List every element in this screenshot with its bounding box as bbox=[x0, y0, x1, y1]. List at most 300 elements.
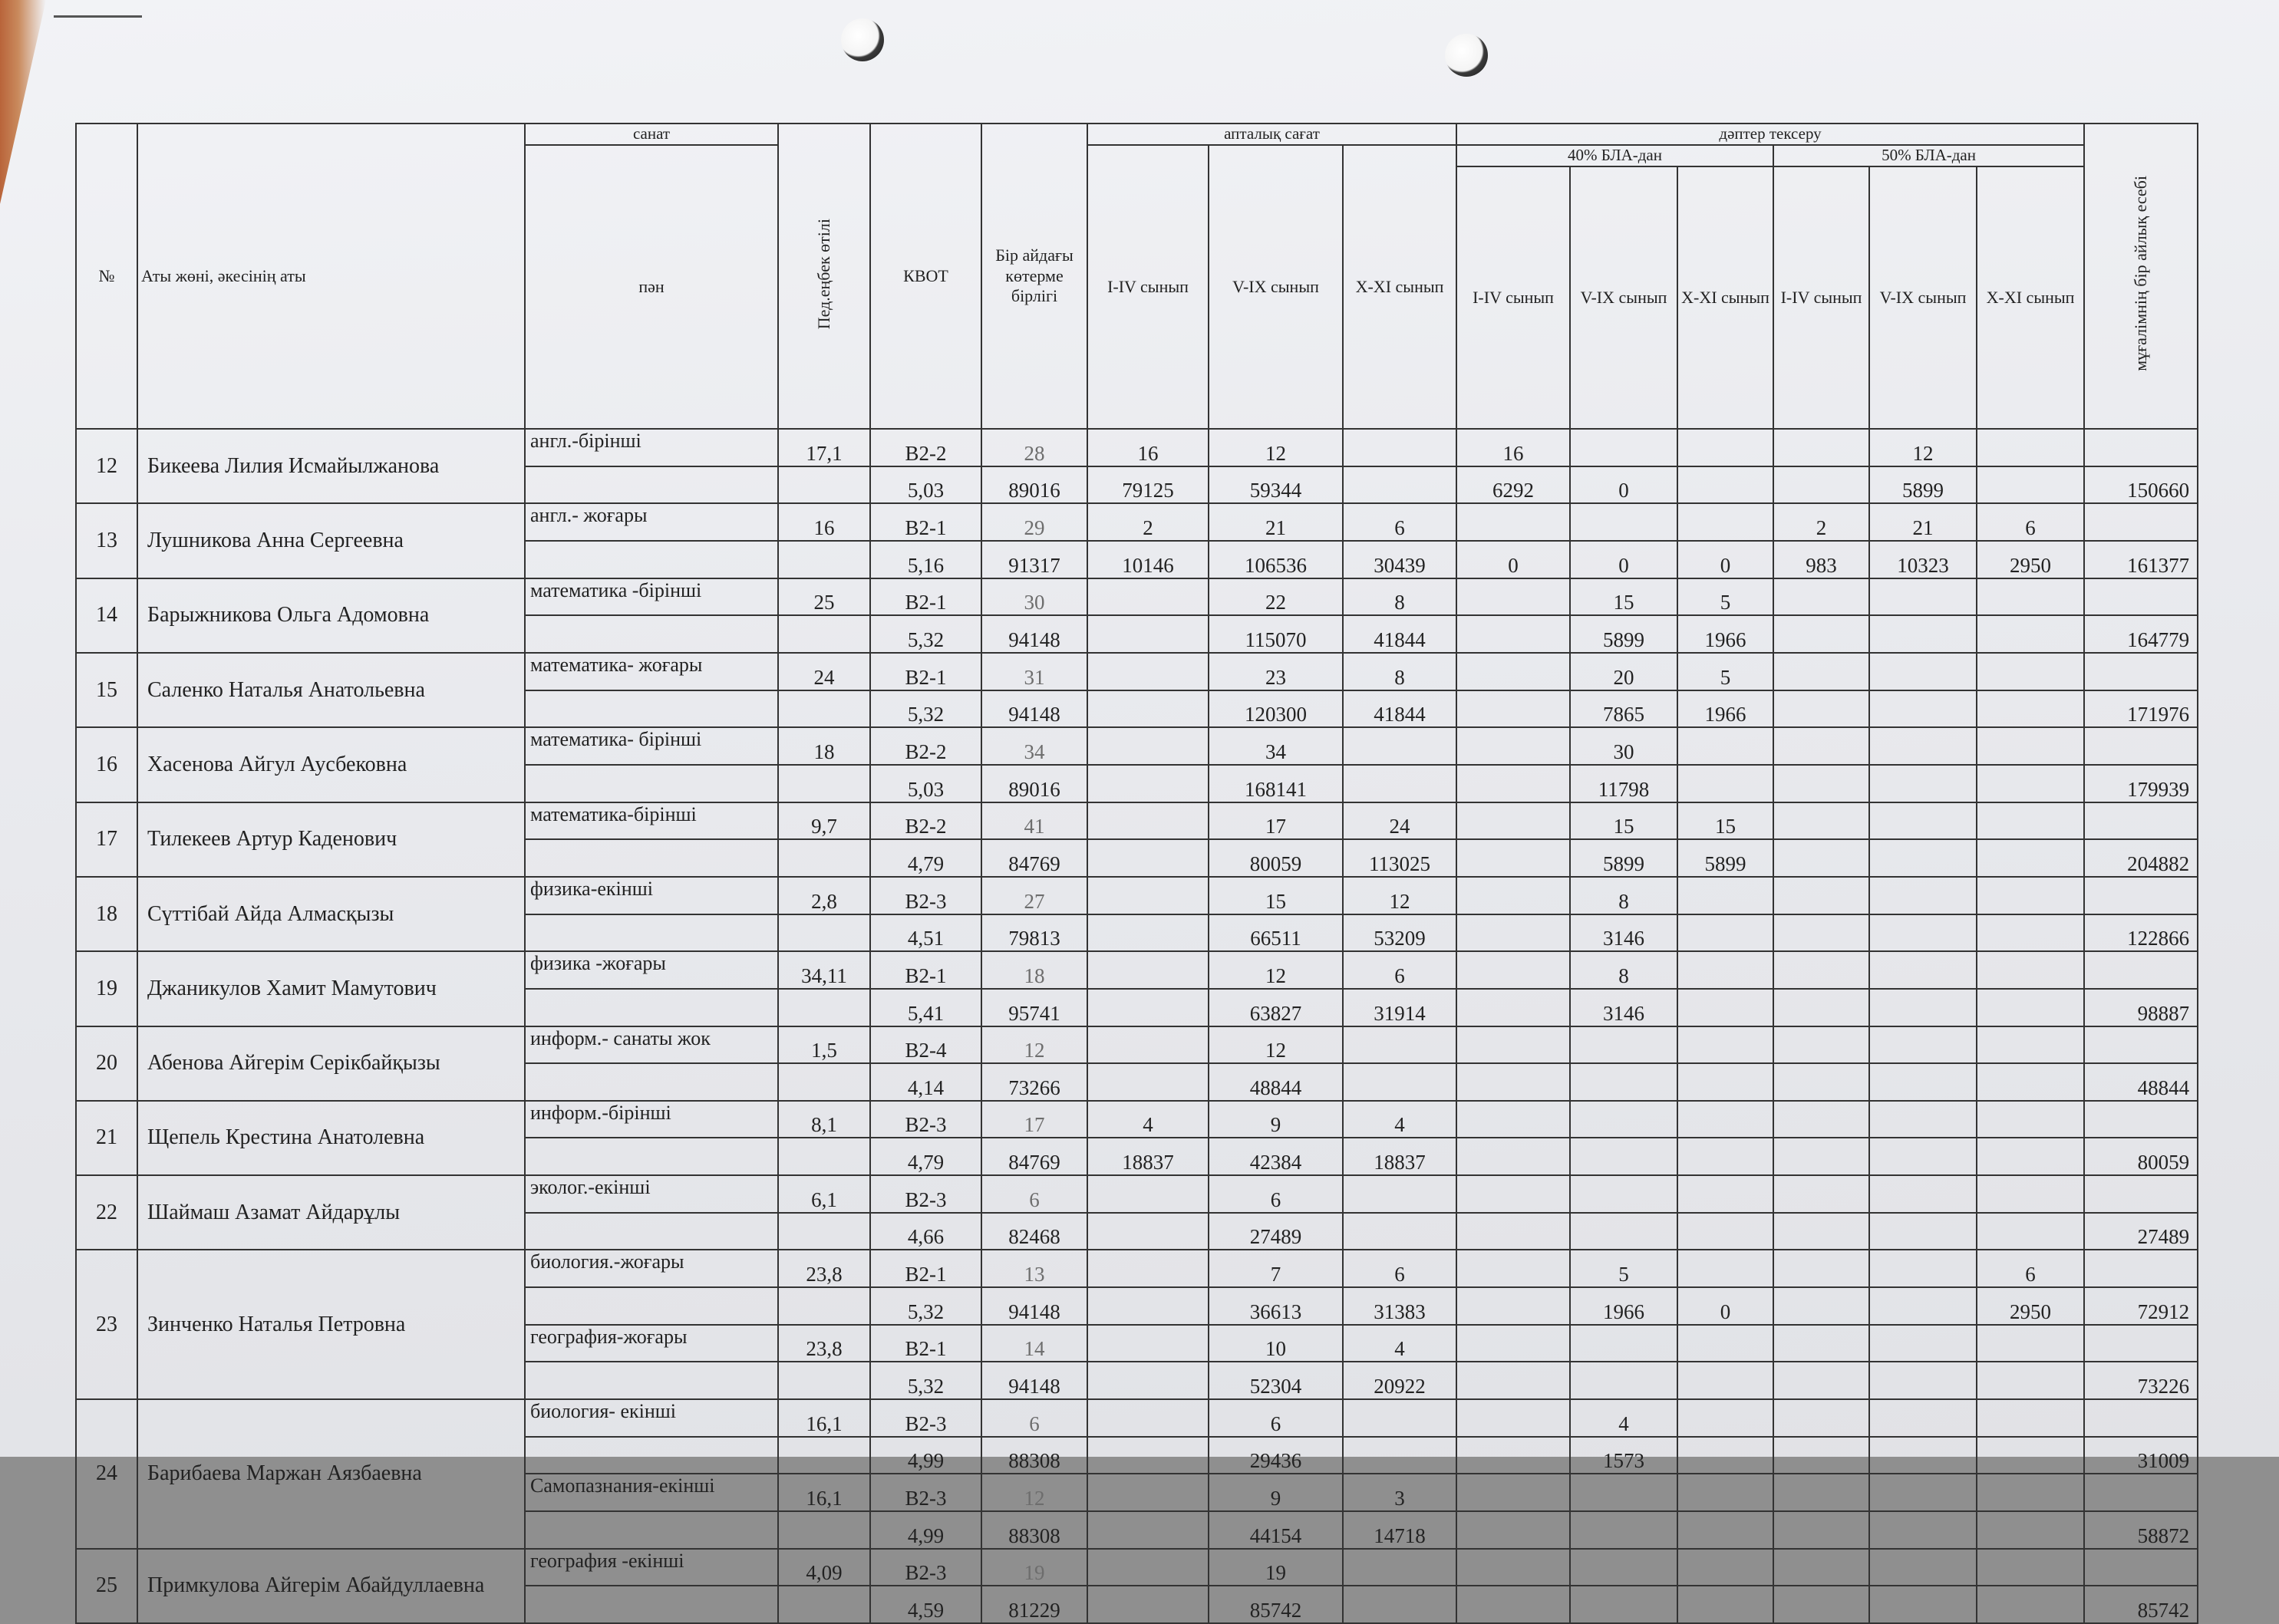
cell-ped: 34,11 bbox=[778, 951, 870, 989]
cell-unit: 94148 bbox=[981, 615, 1087, 653]
cell-a1 bbox=[1456, 690, 1570, 728]
row-number: 23 bbox=[76, 1250, 137, 1399]
table-row bbox=[76, 578, 2198, 616]
cell-total bbox=[2084, 1175, 2198, 1213]
cell-b1 bbox=[1773, 466, 1869, 504]
cell-a2: 4 bbox=[1570, 1399, 1677, 1437]
cell-w1 bbox=[1087, 877, 1209, 914]
cell-a1 bbox=[1456, 989, 1570, 1026]
cell-b3: 2950 bbox=[1977, 1287, 2084, 1325]
cell-kvot: 5,32 bbox=[870, 690, 981, 728]
table-row bbox=[76, 429, 2198, 466]
cell-b1 bbox=[1773, 1213, 1869, 1250]
cell-a1: 0 bbox=[1456, 541, 1570, 578]
cell-w3 bbox=[1343, 466, 1456, 504]
cell-a1 bbox=[1456, 951, 1570, 989]
cell-b3 bbox=[1977, 1586, 2084, 1623]
header-kvot: КВОТ bbox=[870, 124, 981, 429]
header-num: № bbox=[76, 124, 137, 429]
cell-a2: 5899 bbox=[1570, 615, 1677, 653]
cell-ped: 25 bbox=[778, 578, 870, 616]
subject-cell: физика -жоғары bbox=[525, 951, 778, 989]
header-c40-1: I-IV сынып bbox=[1456, 166, 1570, 429]
cell-b2: 21 bbox=[1869, 503, 1977, 541]
subject-cell bbox=[525, 1511, 778, 1549]
cell-b1 bbox=[1773, 1549, 1869, 1586]
cell-a1 bbox=[1456, 578, 1570, 616]
cell-b2 bbox=[1869, 765, 1977, 802]
cell-w1 bbox=[1087, 1063, 1209, 1101]
cell-w2: 21 bbox=[1209, 503, 1343, 541]
cell-total: 179939 bbox=[2084, 765, 2198, 802]
cell-b2 bbox=[1869, 1437, 1977, 1474]
cell-a1 bbox=[1456, 1549, 1570, 1586]
cell-kvot: B2-1 bbox=[870, 1325, 981, 1362]
cell-total bbox=[2084, 877, 2198, 914]
header-p50: 50% БЛА-дан bbox=[1773, 145, 2084, 166]
teacher-name: Зинченко Наталья Петровна bbox=[137, 1250, 525, 1399]
cell-w2: 29436 bbox=[1209, 1437, 1343, 1474]
cell-b1 bbox=[1773, 1474, 1869, 1511]
row-number: 24 bbox=[76, 1399, 137, 1549]
cell-a3 bbox=[1677, 1026, 1773, 1064]
cell-ped: 1,5 bbox=[778, 1026, 870, 1064]
cell-total bbox=[2084, 429, 2198, 466]
cell-kvot: B2-2 bbox=[870, 727, 981, 765]
cell-b3 bbox=[1977, 1362, 2084, 1399]
cell-a2: 8 bbox=[1570, 951, 1677, 989]
cell-a2 bbox=[1570, 1549, 1677, 1586]
cell-w1 bbox=[1087, 1474, 1209, 1511]
cell-unit: 29 bbox=[981, 503, 1087, 541]
cell-unit: 41 bbox=[981, 802, 1087, 840]
cell-w3 bbox=[1343, 1175, 1456, 1213]
table-row bbox=[76, 503, 2198, 541]
cell-a3 bbox=[1677, 1586, 1773, 1623]
cell-w3: 53209 bbox=[1343, 914, 1456, 952]
cell-ped bbox=[778, 690, 870, 728]
cell-b2 bbox=[1869, 1287, 1977, 1325]
cell-a2: 1573 bbox=[1570, 1437, 1677, 1474]
cell-a2: 0 bbox=[1570, 541, 1677, 578]
cell-w2: 120300 bbox=[1209, 690, 1343, 728]
cell-w1 bbox=[1087, 1362, 1209, 1399]
header-c50-2: V-IX сынып bbox=[1869, 166, 1977, 429]
cell-kvot: 4,99 bbox=[870, 1437, 981, 1474]
cell-ped bbox=[778, 1362, 870, 1399]
cell-b3 bbox=[1977, 1063, 2084, 1101]
cell-unit: 82468 bbox=[981, 1213, 1087, 1250]
cell-w1 bbox=[1087, 1250, 1209, 1287]
cell-kvot: B2-3 bbox=[870, 1175, 981, 1213]
row-number: 13 bbox=[76, 503, 137, 578]
cell-w2: 7 bbox=[1209, 1250, 1343, 1287]
cell-a2 bbox=[1570, 1362, 1677, 1399]
cell-total bbox=[2084, 1549, 2198, 1586]
cell-a3: 0 bbox=[1677, 1287, 1773, 1325]
cell-a1 bbox=[1456, 1325, 1570, 1362]
cell-b3 bbox=[1977, 1026, 2084, 1064]
cell-b2 bbox=[1869, 690, 1977, 728]
row-number: 20 bbox=[76, 1026, 137, 1101]
cell-ped bbox=[778, 989, 870, 1026]
cell-kvot: B2-3 bbox=[870, 877, 981, 914]
cell-b2 bbox=[1869, 1586, 1977, 1623]
header-unit: Бір айдағы көтерме бірлігі bbox=[981, 124, 1087, 429]
cell-w2: 9 bbox=[1209, 1101, 1343, 1138]
cell-a1 bbox=[1456, 877, 1570, 914]
subject-cell: география -екінші bbox=[525, 1549, 778, 1586]
cell-kvot: 5,16 bbox=[870, 541, 981, 578]
cell-ped: 18 bbox=[778, 727, 870, 765]
teacher-name: Джаникулов Хамит Мамутович bbox=[137, 951, 525, 1026]
cell-b1 bbox=[1773, 802, 1869, 840]
cell-total bbox=[2084, 1399, 2198, 1437]
cell-b2 bbox=[1869, 1175, 1977, 1213]
cell-ped: 23,8 bbox=[778, 1250, 870, 1287]
cell-w3: 4 bbox=[1343, 1325, 1456, 1362]
header-ped: Пед.еңбек өтілі bbox=[778, 124, 870, 429]
teacher-name: Бикеева Лилия Исмайылжанова bbox=[137, 429, 525, 503]
cell-w2: 9 bbox=[1209, 1474, 1343, 1511]
cell-kvot: 5,32 bbox=[870, 615, 981, 653]
cell-b3 bbox=[1977, 951, 2084, 989]
punch-hole bbox=[841, 18, 884, 61]
cell-kvot: 4,79 bbox=[870, 1138, 981, 1175]
cell-a2: 30 bbox=[1570, 727, 1677, 765]
cell-b3: 6 bbox=[1977, 503, 2084, 541]
cell-w1 bbox=[1087, 1325, 1209, 1362]
cell-ped bbox=[778, 1138, 870, 1175]
cell-unit: 30 bbox=[981, 578, 1087, 616]
table-row bbox=[76, 1101, 2198, 1138]
cell-w3: 3 bbox=[1343, 1474, 1456, 1511]
cell-a3: 5899 bbox=[1677, 839, 1773, 877]
subject-cell bbox=[525, 914, 778, 952]
cell-b2 bbox=[1869, 951, 1977, 989]
cell-w2: 106536 bbox=[1209, 541, 1343, 578]
cell-w3: 41844 bbox=[1343, 615, 1456, 653]
cell-total: 171976 bbox=[2084, 690, 2198, 728]
cell-a2 bbox=[1570, 1511, 1677, 1549]
cell-unit: 19 bbox=[981, 1549, 1087, 1586]
cell-total: 72912 bbox=[2084, 1287, 2198, 1325]
table-row bbox=[76, 802, 2198, 840]
cell-unit: 31 bbox=[981, 653, 1087, 690]
cell-b3 bbox=[1977, 1474, 2084, 1511]
cell-a1 bbox=[1456, 1287, 1570, 1325]
subject-cell bbox=[525, 1213, 778, 1250]
cell-kvot: 4,59 bbox=[870, 1586, 981, 1623]
cell-w3 bbox=[1343, 1437, 1456, 1474]
cell-kvot: 4,79 bbox=[870, 839, 981, 877]
cell-b1 bbox=[1773, 429, 1869, 466]
cell-total: 85742 bbox=[2084, 1586, 2198, 1623]
cell-a3 bbox=[1677, 503, 1773, 541]
cell-w1: 10146 bbox=[1087, 541, 1209, 578]
row-number: 16 bbox=[76, 727, 137, 802]
cell-b2 bbox=[1869, 1250, 1977, 1287]
cell-total bbox=[2084, 578, 2198, 616]
cell-kvot: 4,14 bbox=[870, 1063, 981, 1101]
cell-w2: 115070 bbox=[1209, 615, 1343, 653]
header-w3: X-XI сынып bbox=[1343, 145, 1456, 429]
cell-total bbox=[2084, 1026, 2198, 1064]
cell-w2: 44154 bbox=[1209, 1511, 1343, 1549]
cell-w2: 12 bbox=[1209, 951, 1343, 989]
cell-total bbox=[2084, 1325, 2198, 1362]
cell-a2: 7865 bbox=[1570, 690, 1677, 728]
cell-a2 bbox=[1570, 1026, 1677, 1064]
cell-a3 bbox=[1677, 1063, 1773, 1101]
cell-ped bbox=[778, 839, 870, 877]
table-row bbox=[76, 951, 2198, 989]
cell-a3 bbox=[1677, 765, 1773, 802]
cell-w3: 113025 bbox=[1343, 839, 1456, 877]
cell-a2 bbox=[1570, 1138, 1677, 1175]
cell-unit: 88308 bbox=[981, 1511, 1087, 1549]
cell-a2: 15 bbox=[1570, 578, 1677, 616]
cell-w2: 63827 bbox=[1209, 989, 1343, 1026]
cell-b3 bbox=[1977, 1399, 2084, 1437]
cell-b3 bbox=[1977, 615, 2084, 653]
cell-kvot: B2-3 bbox=[870, 1549, 981, 1586]
header-name: Аты жөні, әкесінің аты bbox=[137, 124, 525, 429]
cell-ped: 6,1 bbox=[778, 1175, 870, 1213]
cell-w1: 4 bbox=[1087, 1101, 1209, 1138]
cell-a2: 3146 bbox=[1570, 989, 1677, 1026]
cell-b2 bbox=[1869, 802, 1977, 840]
subject-cell bbox=[525, 1437, 778, 1474]
cell-w3: 6 bbox=[1343, 951, 1456, 989]
cell-w2: 42384 bbox=[1209, 1138, 1343, 1175]
cell-total: 98887 bbox=[2084, 989, 2198, 1026]
cell-a1 bbox=[1456, 1399, 1570, 1437]
cell-unit: 94148 bbox=[981, 1362, 1087, 1399]
cell-w1 bbox=[1087, 765, 1209, 802]
header-c50-1: I-IV сынып bbox=[1773, 166, 1869, 429]
cell-w1 bbox=[1087, 802, 1209, 840]
cell-w2: 22 bbox=[1209, 578, 1343, 616]
table-row bbox=[76, 727, 2198, 765]
cell-w3: 6 bbox=[1343, 503, 1456, 541]
cell-w2: 34 bbox=[1209, 727, 1343, 765]
cell-a3 bbox=[1677, 1175, 1773, 1213]
row-number: 17 bbox=[76, 802, 137, 877]
cell-w2: 168141 bbox=[1209, 765, 1343, 802]
cell-b3 bbox=[1977, 578, 2084, 616]
cell-b1 bbox=[1773, 1586, 1869, 1623]
cell-w2: 6 bbox=[1209, 1175, 1343, 1213]
cell-a1 bbox=[1456, 914, 1570, 952]
cell-w3: 12 bbox=[1343, 877, 1456, 914]
cell-b2 bbox=[1869, 578, 1977, 616]
cell-b2 bbox=[1869, 1399, 1977, 1437]
cell-unit: 91317 bbox=[981, 541, 1087, 578]
cell-w1 bbox=[1087, 1026, 1209, 1064]
cell-w2: 59344 bbox=[1209, 466, 1343, 504]
cell-kvot: 4,99 bbox=[870, 1511, 981, 1549]
cell-kvot: 5,03 bbox=[870, 466, 981, 504]
cell-unit: 89016 bbox=[981, 765, 1087, 802]
header-c40-2: V-IX сынып bbox=[1570, 166, 1677, 429]
cell-a3 bbox=[1677, 1101, 1773, 1138]
subject-cell: физика-екінші bbox=[525, 877, 778, 914]
header-c40-3: X-XI сынып bbox=[1677, 166, 1773, 429]
cell-b3 bbox=[1977, 765, 2084, 802]
cell-ped: 4,09 bbox=[778, 1549, 870, 1586]
cell-a1 bbox=[1456, 1138, 1570, 1175]
cell-kvot: B2-1 bbox=[870, 951, 981, 989]
cell-a3 bbox=[1677, 1437, 1773, 1474]
cell-unit: 79813 bbox=[981, 914, 1087, 952]
cell-w3: 14718 bbox=[1343, 1511, 1456, 1549]
subject-cell: англ.-бірінші bbox=[525, 429, 778, 466]
cell-b3 bbox=[1977, 466, 2084, 504]
cell-w1 bbox=[1087, 951, 1209, 989]
cell-b1 bbox=[1773, 1399, 1869, 1437]
cell-b2 bbox=[1869, 914, 1977, 952]
cell-w2: 19 bbox=[1209, 1549, 1343, 1586]
cell-w1 bbox=[1087, 914, 1209, 952]
pen-mark bbox=[54, 15, 142, 18]
cell-b3: 6 bbox=[1977, 1250, 2084, 1287]
cell-unit: 73266 bbox=[981, 1063, 1087, 1101]
cell-a2: 20 bbox=[1570, 653, 1677, 690]
cell-ped: 16 bbox=[778, 503, 870, 541]
cell-b2 bbox=[1869, 1026, 1977, 1064]
cell-a2: 1966 bbox=[1570, 1287, 1677, 1325]
cell-b2 bbox=[1869, 1101, 1977, 1138]
cell-total bbox=[2084, 653, 2198, 690]
teacher-name: Примкулова Айгерім Абайдуллаевна bbox=[137, 1549, 525, 1623]
cell-b1 bbox=[1773, 727, 1869, 765]
cell-b1 bbox=[1773, 578, 1869, 616]
teacher-name: Абенова Айгерім Серікбайқызы bbox=[137, 1026, 525, 1101]
cell-ped bbox=[778, 466, 870, 504]
cell-b1 bbox=[1773, 1325, 1869, 1362]
cell-a2 bbox=[1570, 1101, 1677, 1138]
cell-w3 bbox=[1343, 1063, 1456, 1101]
cell-unit: 34 bbox=[981, 727, 1087, 765]
cell-b1 bbox=[1773, 1250, 1869, 1287]
cell-a2 bbox=[1570, 1213, 1677, 1250]
cell-kvot: B2-3 bbox=[870, 1474, 981, 1511]
cell-b1: 983 bbox=[1773, 541, 1869, 578]
cell-a3 bbox=[1677, 1362, 1773, 1399]
table-row bbox=[76, 1399, 2198, 1437]
cell-b1 bbox=[1773, 1437, 1869, 1474]
cell-unit: 88308 bbox=[981, 1437, 1087, 1474]
cell-kvot: B2-1 bbox=[870, 503, 981, 541]
cell-a1 bbox=[1456, 503, 1570, 541]
cell-b3 bbox=[1977, 653, 2084, 690]
cell-a3 bbox=[1677, 1511, 1773, 1549]
cell-unit: 17 bbox=[981, 1101, 1087, 1138]
subject-cell: география-жоғары bbox=[525, 1325, 778, 1362]
cell-ped: 24 bbox=[778, 653, 870, 690]
cell-b3 bbox=[1977, 877, 2084, 914]
cell-w1 bbox=[1087, 1586, 1209, 1623]
cell-a3 bbox=[1677, 1138, 1773, 1175]
cell-a3: 0 bbox=[1677, 541, 1773, 578]
cell-a1 bbox=[1456, 1213, 1570, 1250]
cell-a1: 16 bbox=[1456, 429, 1570, 466]
cell-kvot: B2-3 bbox=[870, 1101, 981, 1138]
cell-b3 bbox=[1977, 1437, 2084, 1474]
cell-w1 bbox=[1087, 1399, 1209, 1437]
cell-unit: 89016 bbox=[981, 466, 1087, 504]
header-c50-3: X-XI сынып bbox=[1977, 166, 2084, 429]
cell-b2: 10323 bbox=[1869, 541, 1977, 578]
cell-w3: 24 bbox=[1343, 802, 1456, 840]
cell-a1 bbox=[1456, 1063, 1570, 1101]
table-row bbox=[76, 1549, 2198, 1586]
cell-unit: 14 bbox=[981, 1325, 1087, 1362]
cell-kvot: B2-3 bbox=[870, 1399, 981, 1437]
header-p40: 40% БЛА-дан bbox=[1456, 145, 1773, 166]
table-row bbox=[76, 1250, 2198, 1287]
cell-a2: 15 bbox=[1570, 802, 1677, 840]
cell-a2 bbox=[1570, 1175, 1677, 1213]
cell-b1 bbox=[1773, 1362, 1869, 1399]
cell-a2: 5 bbox=[1570, 1250, 1677, 1287]
cell-w1 bbox=[1087, 1511, 1209, 1549]
cell-ped bbox=[778, 1511, 870, 1549]
subject-cell bbox=[525, 1138, 778, 1175]
cell-a2 bbox=[1570, 503, 1677, 541]
cell-w2: 48844 bbox=[1209, 1063, 1343, 1101]
teacher-name: Хасенова Айгул Аусбековна bbox=[137, 727, 525, 802]
cell-a1: 6292 bbox=[1456, 466, 1570, 504]
cell-a1 bbox=[1456, 1250, 1570, 1287]
cell-a1 bbox=[1456, 765, 1570, 802]
cell-w3: 20922 bbox=[1343, 1362, 1456, 1399]
header-pan: пән bbox=[525, 145, 778, 429]
cell-w2: 10 bbox=[1209, 1325, 1343, 1362]
cell-b1 bbox=[1773, 914, 1869, 952]
subject-cell: информ.-бірінші bbox=[525, 1101, 778, 1138]
cell-a1 bbox=[1456, 615, 1570, 653]
cell-a3 bbox=[1677, 989, 1773, 1026]
cell-a1 bbox=[1456, 1101, 1570, 1138]
cell-b3 bbox=[1977, 690, 2084, 728]
cell-a3: 5 bbox=[1677, 653, 1773, 690]
cell-kvot: 5,41 bbox=[870, 989, 981, 1026]
cell-a1 bbox=[1456, 1175, 1570, 1213]
cell-total bbox=[2084, 951, 2198, 989]
cell-unit: 81229 bbox=[981, 1586, 1087, 1623]
cell-a1 bbox=[1456, 1474, 1570, 1511]
row-number: 14 bbox=[76, 578, 137, 653]
cell-ped bbox=[778, 1063, 870, 1101]
cell-b1 bbox=[1773, 1511, 1869, 1549]
teacher-name: Тилекеев Артур Каденович bbox=[137, 802, 525, 877]
cell-a3 bbox=[1677, 1213, 1773, 1250]
cell-unit: 6 bbox=[981, 1399, 1087, 1437]
cell-w3 bbox=[1343, 727, 1456, 765]
subject-cell: математика -бірінші bbox=[525, 578, 778, 616]
cell-total: 204882 bbox=[2084, 839, 2198, 877]
cell-b1: 2 bbox=[1773, 503, 1869, 541]
cell-b1 bbox=[1773, 1175, 1869, 1213]
cell-w2: 66511 bbox=[1209, 914, 1343, 952]
row-number: 19 bbox=[76, 951, 137, 1026]
cell-a3 bbox=[1677, 466, 1773, 504]
cell-total: 27489 bbox=[2084, 1213, 2198, 1250]
cell-b1 bbox=[1773, 765, 1869, 802]
cell-a3 bbox=[1677, 951, 1773, 989]
